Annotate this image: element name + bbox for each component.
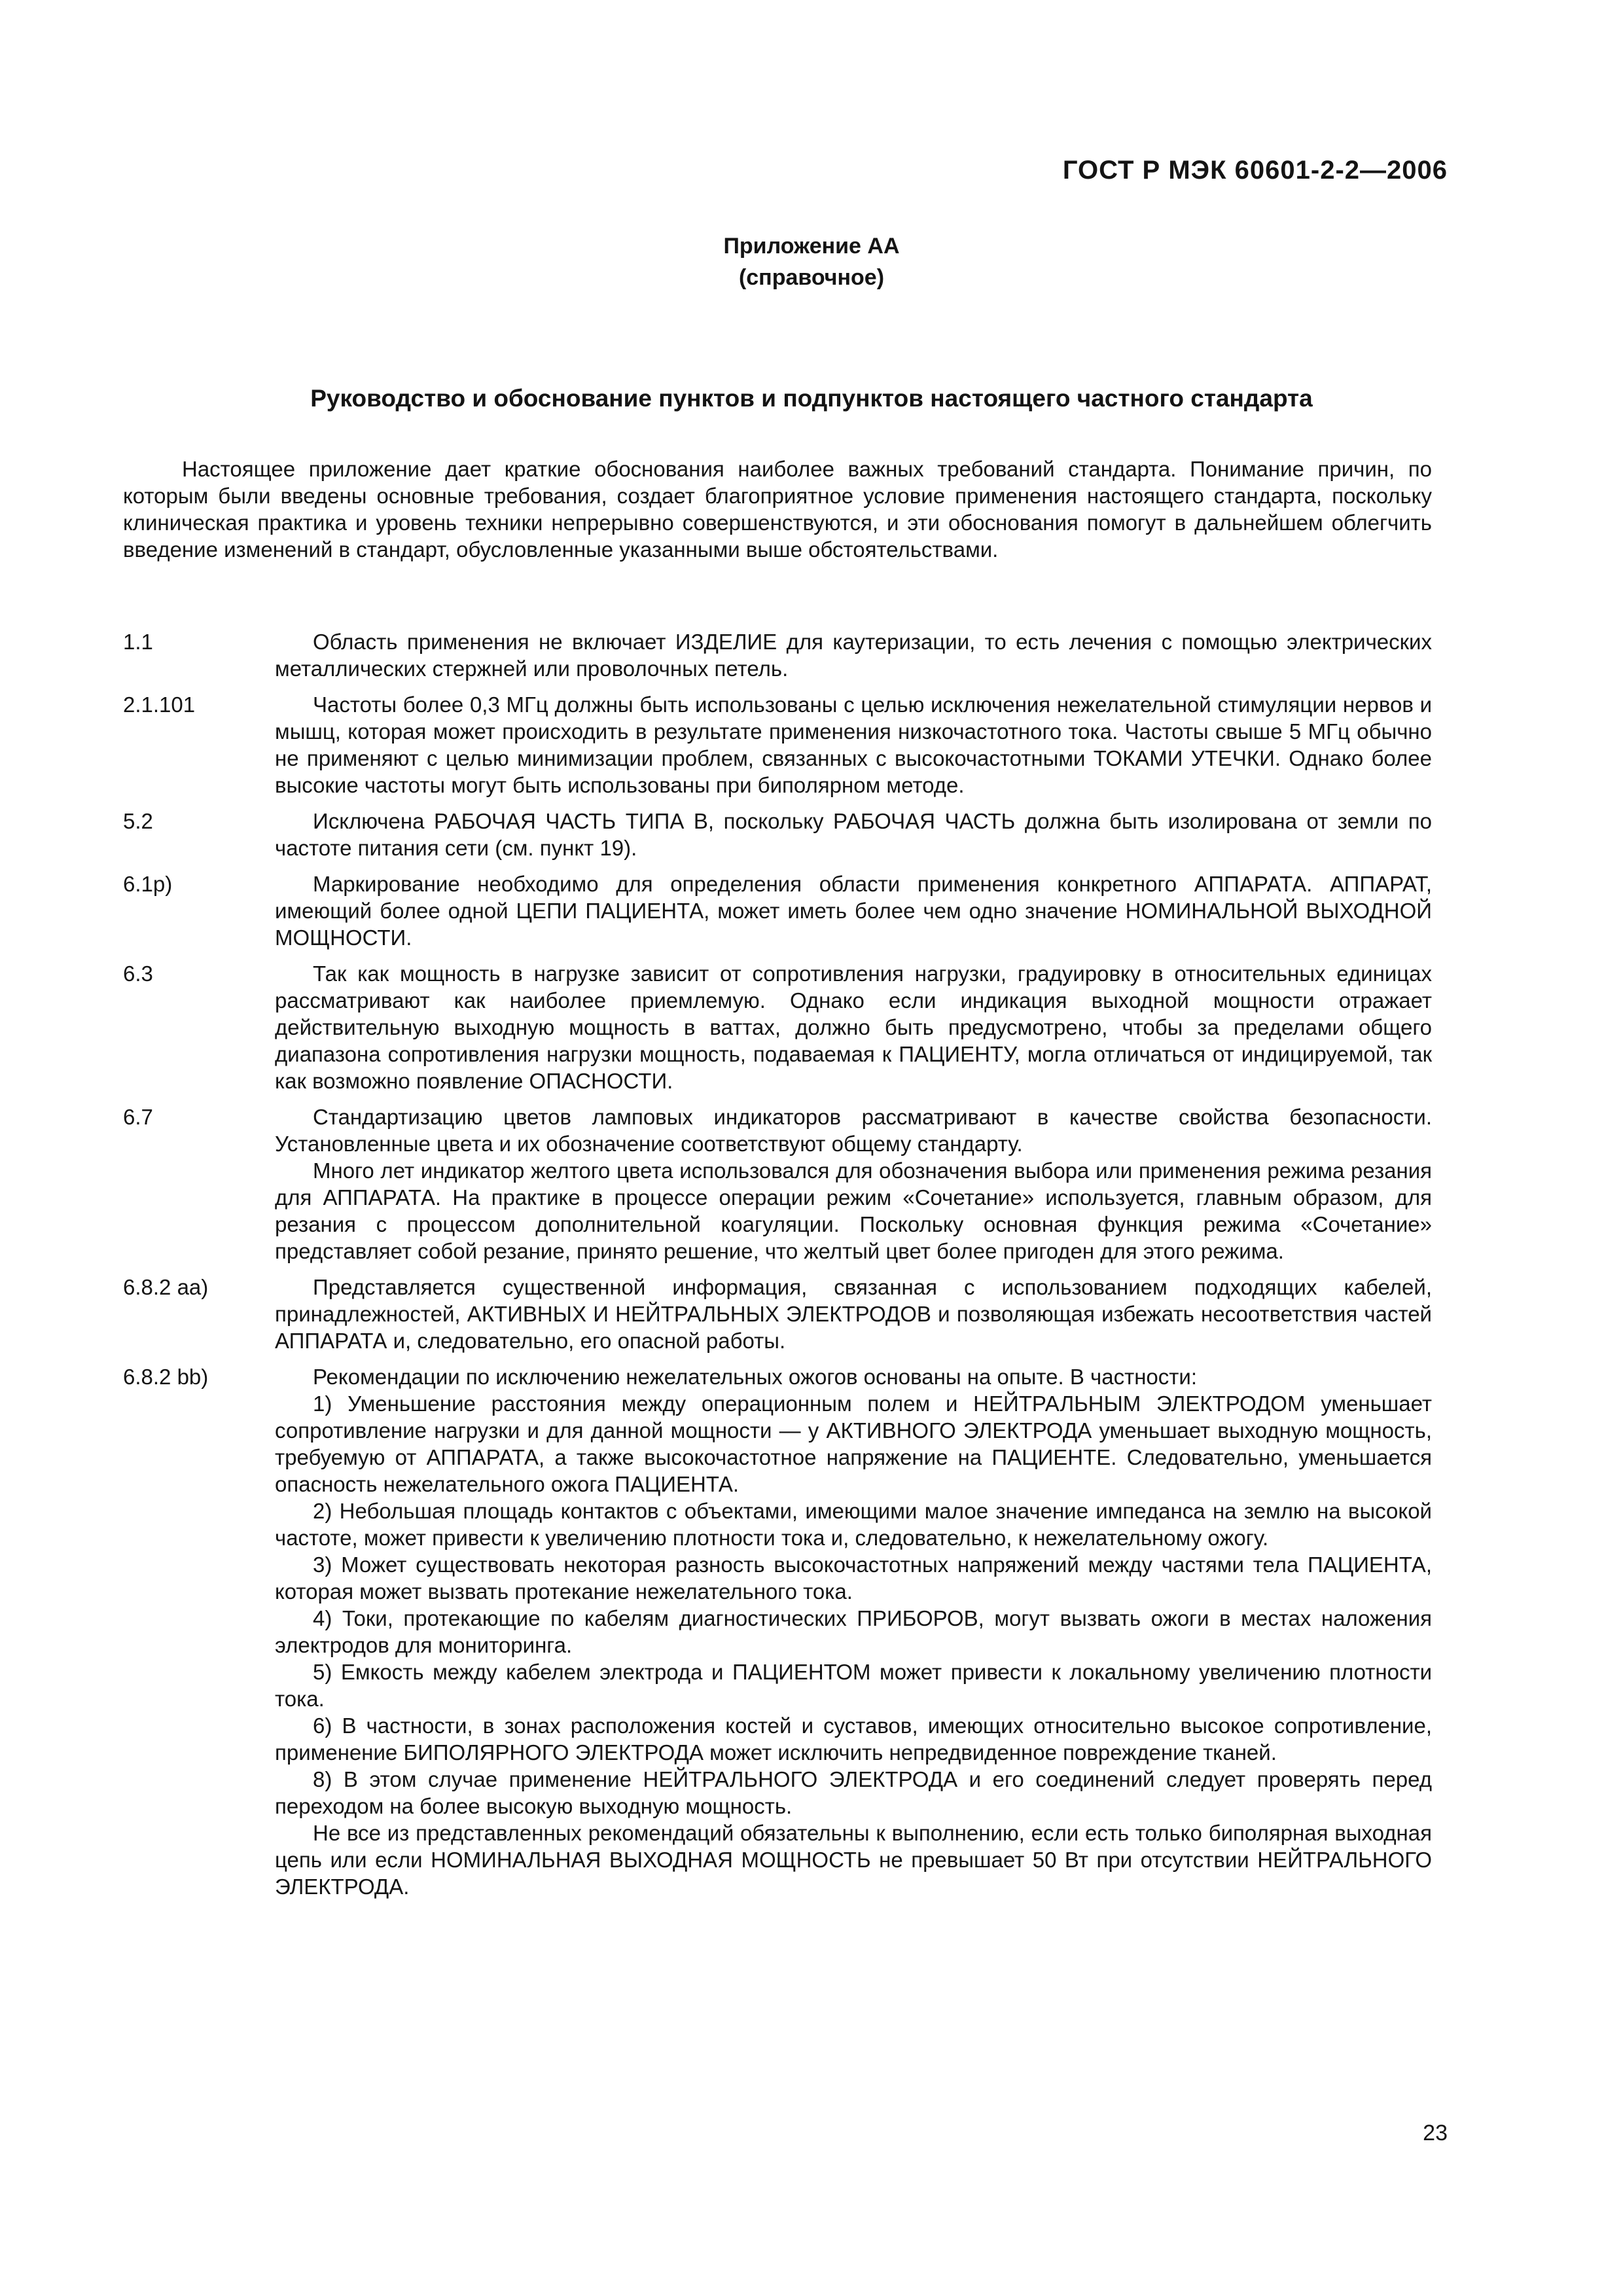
clause-paragraph: Маркирование необходимо для определения области применения конкретного АППАРАТА. АППАРАТ, имеющий более одной ЦЕПИ ПАЦИЕНТА, может иметь более чем одно значение НОМИНАЛЬНОЙ ВЫХОДНОЙ МОЩНОСТИ. xyxy=(275,872,1432,950)
clause-paragraph: Рекомендации по исключению нежелательных ожогов основаны на опыте. В частности: xyxy=(313,1365,1197,1389)
clause-number: 6.8.2 аа) xyxy=(123,1275,209,1299)
clause-number: 5.2 xyxy=(123,809,153,833)
clause-paragraph: 3) Может существовать некоторая разность высокочастотных напряжений между частями тела ПАЦИЕНТА, которая может вызвать протекание нежелательного тока. xyxy=(275,1552,1432,1604)
page-number: 23 xyxy=(1423,2121,1448,2145)
clause-paragraph: 6) В частности, в зонах расположения костей и суставов, имеющих относительно высокое сопротивление, применение БИПОЛЯРНОГО ЭЛЕКТРОДА может исключить непредвиденное повреждение тканей. xyxy=(275,1713,1432,1765)
standard-code-header: ГОСТ Р МЭК 60601-2-2—2006 xyxy=(1062,156,1448,185)
clause-number: 6.1р) xyxy=(123,872,173,896)
clause-item xyxy=(123,808,1432,861)
clause-number: 2.1.101 xyxy=(123,692,196,717)
clause-paragraph: Много лет индикатор желтого цвета использовался для обозначения выбора или применения режима резания для АППАРАТА. На практике в процессе операции режим «Сочетание» используется, главным образом, для резания с процессом дополнительной коагуляции. Поскольку основная функция режима «Сочетание» представляет собой резание, принято решение, что желтый цвет более пригоден для этого режима. xyxy=(275,1158,1432,1263)
clause-number: 6.8.2 bb) xyxy=(123,1365,209,1389)
clause-paragraph: 2) Небольшая площадь контактов с объектами, имеющими малое значение импеданса на землю на высокой частоте, может привести к увеличению плотности тока и, следовательно, к нежелательному ожогу. xyxy=(275,1499,1432,1550)
clause-body xyxy=(275,870,1432,951)
clause-number: 6.3 xyxy=(123,961,153,986)
clause-body xyxy=(275,1363,1432,1900)
clause-item xyxy=(123,1363,1432,1900)
clause-body xyxy=(275,628,1432,682)
clause-paragraph: Не все из представленных рекомендаций обязательны к выполнению, если есть только биполярная выходная цепь или если НОМИНАЛЬНАЯ ВЫХОДНАЯ МОЩНОСТЬ не превышает 50 Вт при отсутствии НЕЙТРАЛЬНОГО ЭЛЕКТРОДА. xyxy=(275,1821,1432,1899)
clause-body xyxy=(275,960,1432,1094)
clause-body xyxy=(275,1103,1432,1265)
clause-paragraph: Стандартизацию цветов ламповых индикаторов рассматривают в качестве свойства безопасности. Установленные цвета и их обозначение соответствуют общему стандарту. xyxy=(275,1105,1432,1156)
clause-paragraph: Частоты более 0,3 МГц должны быть использованы с целью исключения нежелательной стимуляции нервов и мышц, которая может происходить в результате применения низкочастотного тока. Частоты свыше 5 МГц обычно не применяют с целью минимизации проблем, связанных с высокочастотными ТОКАМИ УТЕЧКИ. Однако более высокие частоты могут быть использованы при биполярном методе. xyxy=(275,692,1432,797)
clause-item xyxy=(123,1274,1432,1354)
clause-item xyxy=(123,628,1432,682)
intro-paragraph: Настоящее приложение дает краткие обоснования наиболее важных требований стандарта. Понимание причин, по которым были введены основные требования, создает благоприятное условие применения настоящего стандарта, поскольку клиническая практика и уровень техники непрерывно совершенствуются, и эти обоснования помогут в дальнейшем облегчить введение изменений в стандарт, обусловленные указанными выше обстоятельствами. xyxy=(123,457,1432,562)
annex-title: Приложение АА xyxy=(723,234,900,259)
annex-status: (справочное) xyxy=(738,265,885,290)
clause-paragraph: 1) Уменьшение расстояния между операционным полем и НЕЙТРАЛЬНЫМ ЭЛЕКТРОДОМ уменьшает сопротивление нагрузки и для данной мощности — у АКТИВНОГО ЭЛЕКТРОДА уменьшает выходную мощность, требуемую от АППАРАТА, а также высокочастотное напряжение на ПАЦИЕНТЕ. Следовательно, уменьшается опасность нежелательного ожога ПАЦИЕНТА. xyxy=(275,1391,1432,1496)
clause-body xyxy=(275,691,1432,798)
clause-item xyxy=(123,691,1432,798)
clause-paragraph: 8) В этом случае применение НЕЙТРАЛЬНОГО ЭЛЕКТРОДА и его соединений следует проверять перед переходом на более высокую выходную мощность. xyxy=(275,1767,1432,1818)
clause-item xyxy=(123,870,1432,951)
clause-paragraph: Исключена РАБОЧАЯ ЧАСТЬ ТИПА В, поскольку РАБОЧАЯ ЧАСТЬ должна быть изолирована от земли по частоте питания сети (см. пункт 19). xyxy=(275,809,1432,860)
clause-paragraph: 4) Токи, протекающие по кабелям диагностических ПРИБОРОВ, могут вызвать ожоги в местах наложения электродов для мониторинга. xyxy=(275,1606,1432,1657)
clause-body xyxy=(275,1274,1432,1354)
clause-number: 6.7 xyxy=(123,1105,153,1129)
clause-item xyxy=(123,1103,1432,1265)
clause-item xyxy=(123,960,1432,1094)
clause-body xyxy=(275,808,1432,861)
clause-paragraph: Область применения не включает ИЗДЕЛИЕ для каутеризации, то есть лечения с помощью электрических металлических стержней или проволочных петель. xyxy=(275,630,1432,681)
clause-paragraph: Так как мощность в нагрузке зависит от сопротивления нагрузки, градуировку в относительных единицах рассматривают как наиболее приемлемую. Однако если индикация выходной мощности отражает действительную выходную мощность в ваттах, должно быть предусмотрено, чтобы за пределами общего диапазона сопротивления нагрузки мощность, подаваемая к ПАЦИЕНТУ, могла отличаться от индицируемой, так как возможно появление ОПАСНОСТИ. xyxy=(275,961,1432,1093)
clause-paragraph: 5) Емкость между кабелем электрода и ПАЦИЕНТОМ может привести к локальному увеличению плотности тока. xyxy=(275,1660,1432,1711)
section-title: Руководство и обоснование пунктов и подпунктов настоящего частного стандарта xyxy=(310,385,1313,412)
annex-heading xyxy=(0,230,1623,293)
clause-list xyxy=(123,628,1432,1909)
clause-number: 1.1 xyxy=(123,630,153,654)
clause-paragraph: Представляется существенной информация, связанная с использованием подходящих кабелей, принадлежностей, АКТИВНЫХ И НЕЙТРАЛЬНЫХ ЭЛЕКТРОДОВ и позволяющая избежать несоответствия частей АППАРАТА и, следовательно, его опасной работы. xyxy=(275,1275,1432,1353)
